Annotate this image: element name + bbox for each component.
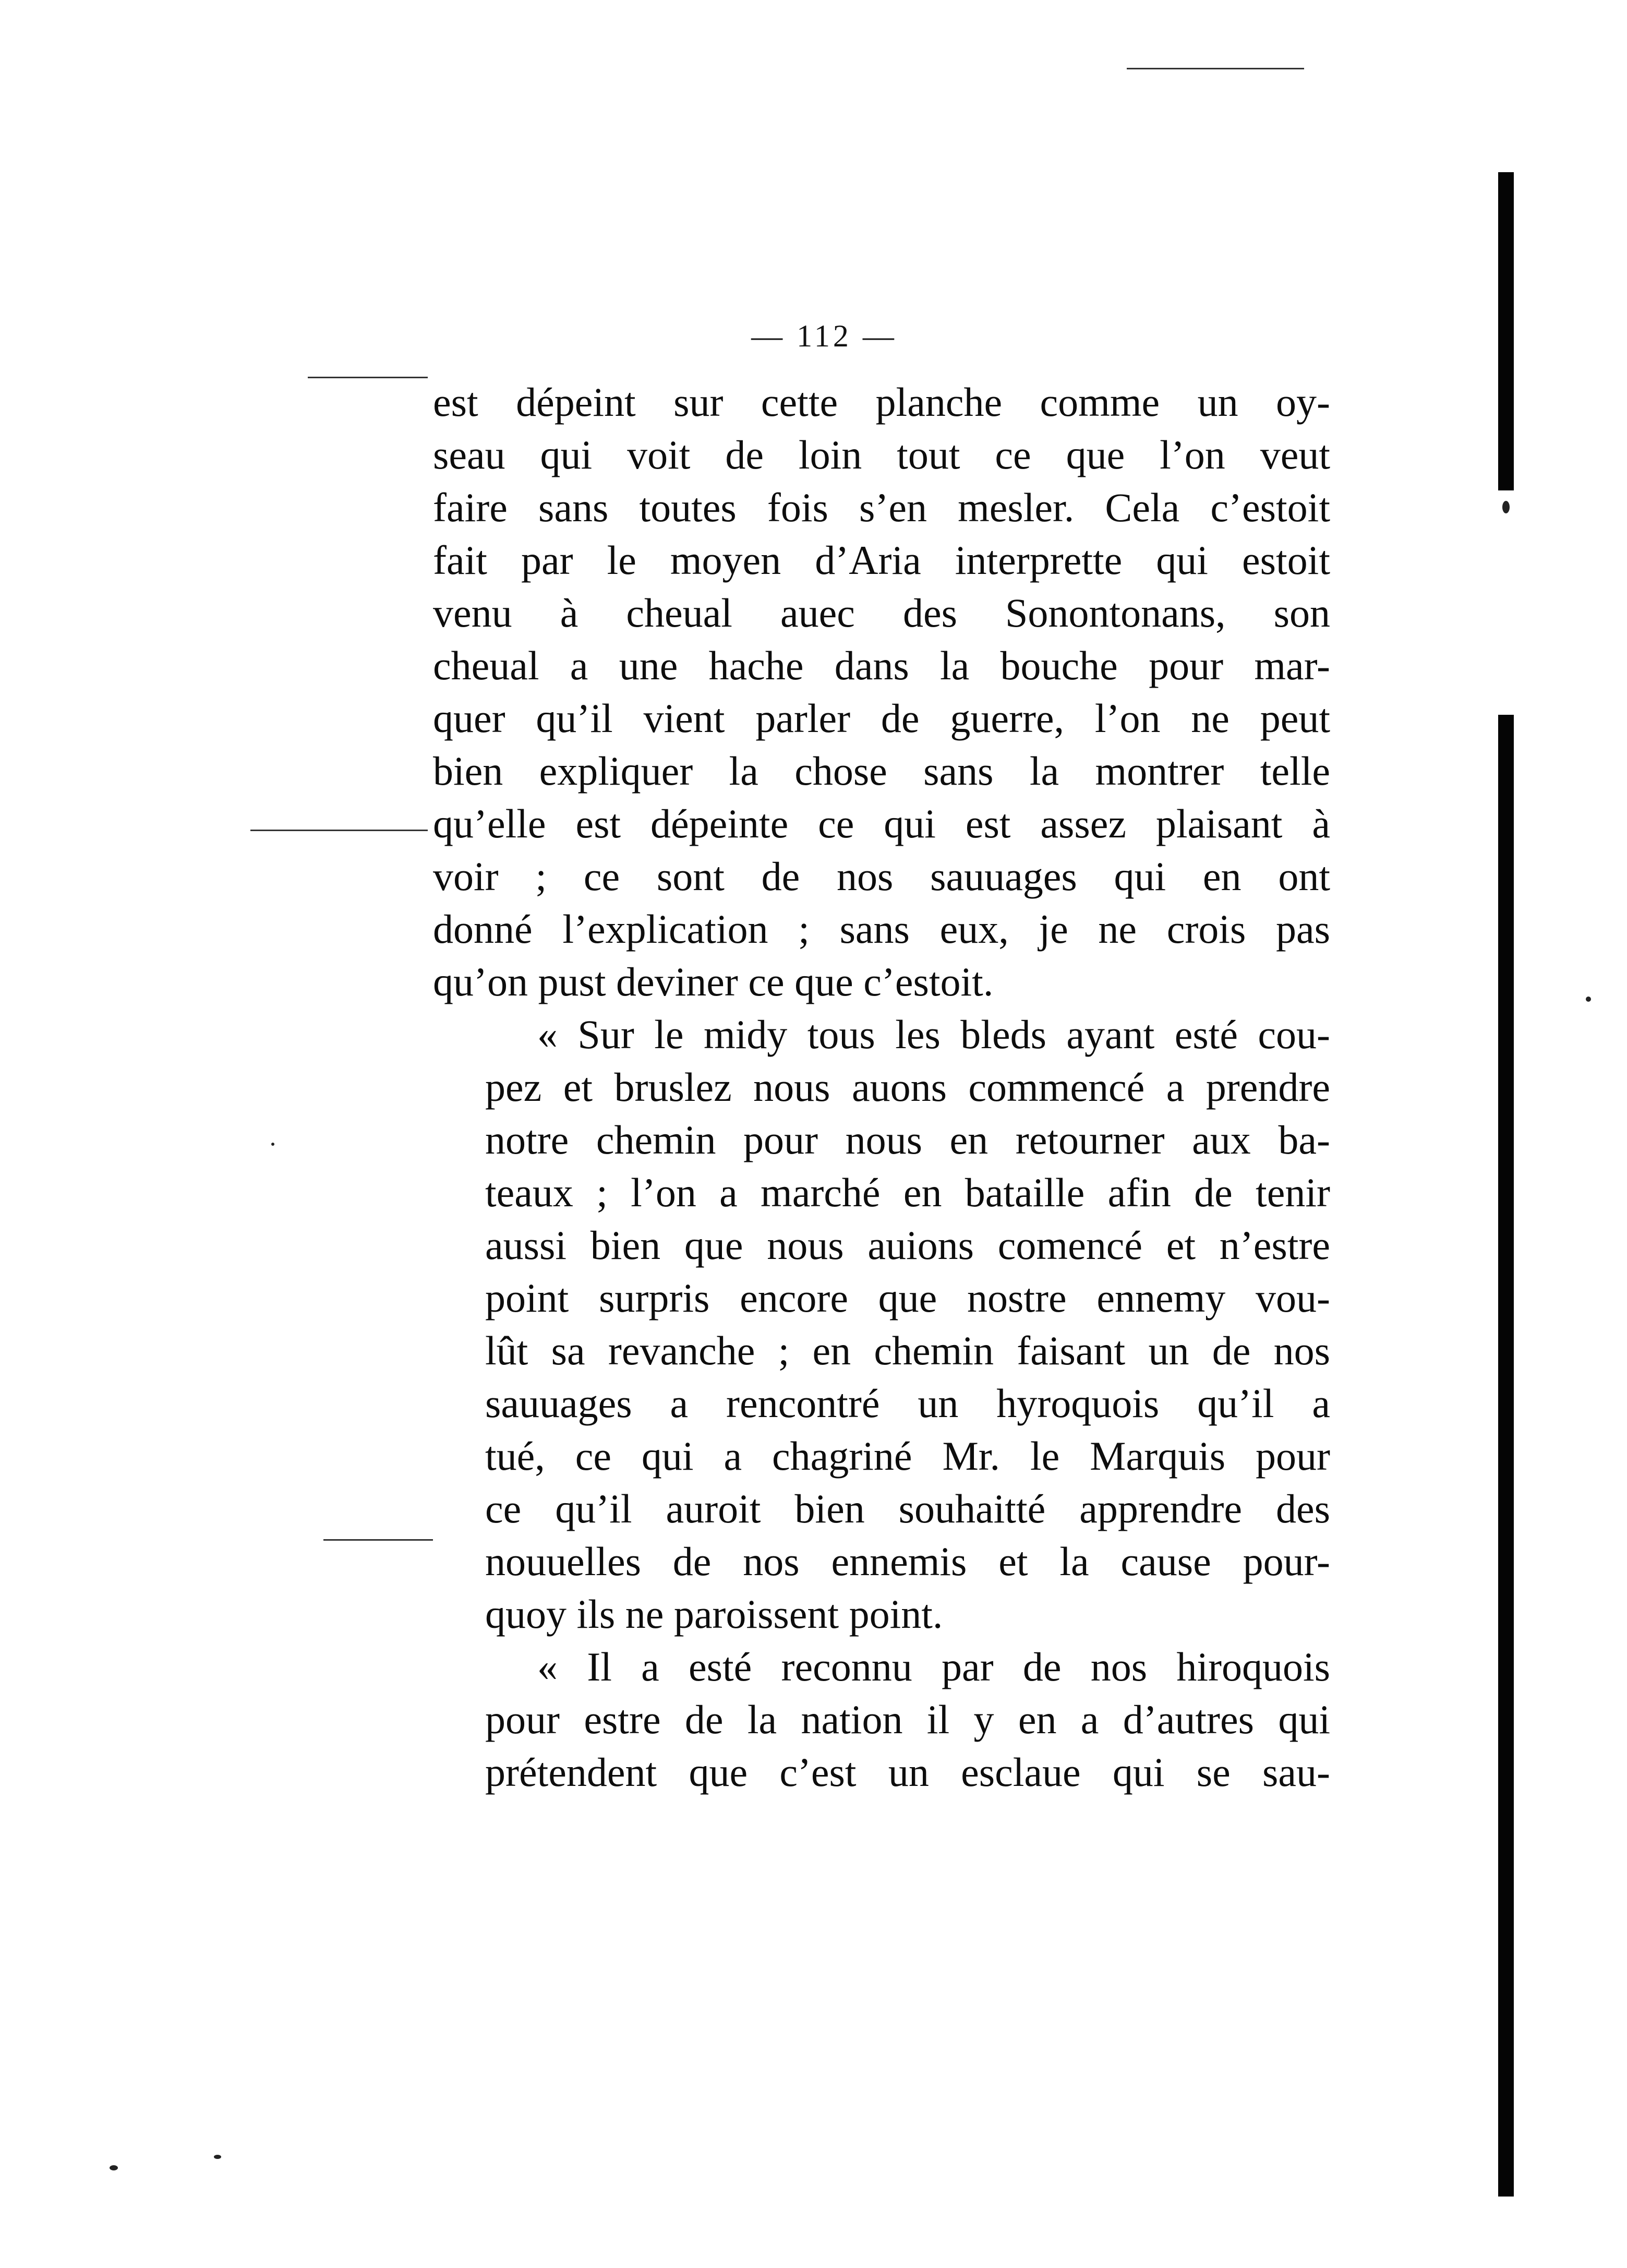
text-line: ce qu’il auroit bien souhaitté apprendre des: [485, 1486, 1330, 1531]
text-line: faire sans toutes fois s’en mesler. Cela c’estoit: [433, 485, 1330, 530]
text-line: qu’on pust deviner ce que c’estoit.: [433, 959, 994, 1004]
scan-mark: [250, 830, 428, 831]
text-line: bien expliquer la chose sans la montrer telle: [433, 748, 1330, 794]
text-line: venu à cheual auec des Sonontonans, son: [433, 590, 1330, 635]
text-line: cheual a une hache dans la bouche pour mar-: [433, 643, 1330, 688]
binding-shadow: [1498, 172, 1514, 2197]
text-line: lût sa revanche ; en chemin faisant un de nos: [485, 1328, 1330, 1373]
scan-speck: [1586, 997, 1591, 1002]
text-line: « Sur le midy tous les bleds ayant esté cou-: [537, 1012, 1330, 1057]
text-line: teaux ; l’on a marché en bataille afin de tenir: [485, 1170, 1330, 1215]
scan-mark: [1127, 68, 1304, 69]
page-number: — 112 —: [751, 319, 897, 353]
text-line: quoy ils ne paroissent point.: [485, 1591, 943, 1637]
binding-shadow-gap: [1498, 490, 1514, 715]
scan-speck: [214, 2155, 221, 2159]
text-line: seau qui voit de loin tout ce que l’on veut: [433, 432, 1330, 477]
scan-speck: [271, 1143, 274, 1146]
text-line: fait par le moyen d’Aria interprette qui estoit: [433, 537, 1330, 583]
text-line: donné l’explication ; sans eux, je ne crois pas: [433, 906, 1330, 952]
paragraph-2: [433, 1008, 1330, 1640]
scan-speck: [1502, 501, 1510, 513]
text-line: quer qu’il vient parler de guerre, l’on ne peut: [433, 695, 1330, 741]
text-line: sauuages a rencontré un hyroquois qu’il a: [485, 1381, 1330, 1426]
paragraph-1: [433, 376, 1330, 1008]
text-line: point surpris encore que nostre ennemy vou-: [485, 1275, 1330, 1321]
scan-mark: [323, 1539, 433, 1541]
text-line: prétendent que c’est un esclaue qui se sau-: [485, 1749, 1330, 1795]
text-line: aussi bien que nous auions comencé et n’estre: [485, 1222, 1330, 1268]
text-line: qu’elle est dépeinte ce qui est assez plaisant à: [433, 801, 1330, 846]
text-line: voir ; ce sont de nos sauuages qui en ont: [433, 854, 1330, 899]
text-line: pour estre de la nation il y en a d’autres qui: [485, 1697, 1330, 1742]
body-text: [433, 376, 1330, 1798]
text-line: tué, ce qui a chagriné Mr. le Marquis pour: [485, 1433, 1330, 1479]
text-line: nouuelles de nos ennemis et la cause pour-: [485, 1539, 1330, 1584]
scan-mark: [308, 377, 428, 378]
text-line: « Il a esté reconnu par de nos hiroquois: [537, 1644, 1330, 1689]
text-line: pez et bruslez nous auons commencé a prendre: [485, 1064, 1330, 1110]
paragraph-3: [433, 1640, 1330, 1798]
text-line: notre chemin pour nous en retourner aux ba-: [485, 1117, 1330, 1162]
scan-speck: [110, 2165, 118, 2170]
text-line: est dépeint sur cette planche comme un oy-: [433, 379, 1330, 425]
